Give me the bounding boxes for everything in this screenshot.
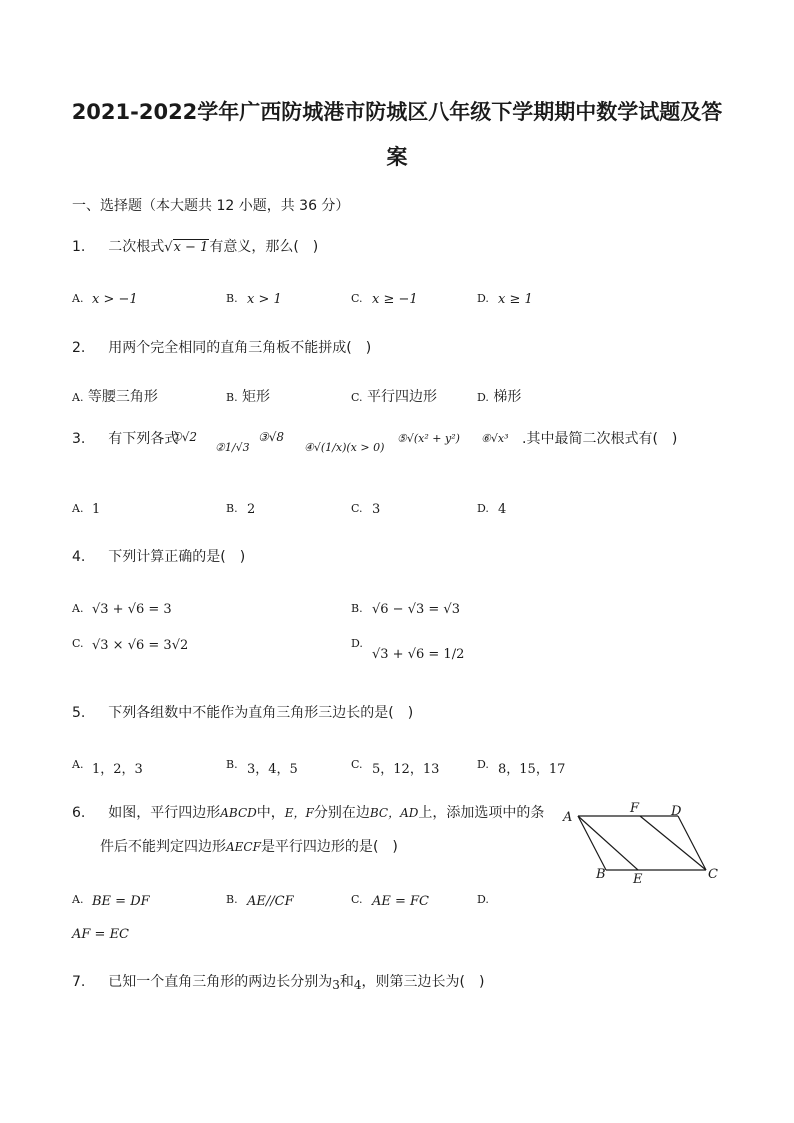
question-6-line-1: 6. 如图，平行四边形ABCD中，E，F分别在边BC，AD上，添加选项中的条: [72, 805, 545, 821]
expr-3: ③√8: [258, 430, 285, 444]
answer-paren: ( ): [388, 705, 414, 721]
answer-paren: ( ): [459, 974, 485, 990]
question-text: 二次根式: [108, 239, 165, 255]
option-b-value: 3，4，5: [247, 762, 298, 777]
label-e: E: [633, 872, 643, 887]
question-number: 6.: [72, 805, 86, 821]
option-d[interactable]: D.: [477, 292, 489, 305]
option-a[interactable]: A.: [72, 758, 84, 771]
label-f: F: [630, 801, 640, 816]
option-d-value: 4: [498, 502, 507, 517]
option-b-value: x > 1: [247, 292, 282, 307]
question-text: 下列计算正确的是: [108, 549, 221, 565]
option-b[interactable]: B.: [226, 292, 238, 305]
expr-4: ④√(1/x)(x > 0): [304, 441, 385, 454]
answer-paren: ( ): [652, 431, 678, 447]
question-text: 有下列各式: [108, 431, 179, 447]
page-title-cont: 案: [386, 145, 408, 169]
option-c[interactable]: C. 平行四边形: [351, 389, 437, 405]
option-c-value: x ≥ −1: [372, 292, 418, 307]
radicand: x − 1: [173, 240, 209, 255]
expr-5: ⑤√(x² + y²): [397, 432, 460, 445]
label-d: D: [671, 804, 682, 819]
option-d-value: √3 + √6 = 1/2: [372, 647, 465, 662]
option-b[interactable]: B.: [226, 893, 238, 906]
question-text: .其中最简二次根式有( ): [522, 431, 678, 447]
segment-fc: [640, 816, 706, 870]
page-title: 2021-2022学年广西防城港市防城区八年级下学期期中数学试题及答: [71, 100, 723, 124]
expr-2: ②1/√3: [215, 441, 250, 454]
option-a[interactable]: A. 等腰三角形: [72, 389, 158, 405]
option-b-value: √6 − √3 = √3: [372, 602, 460, 617]
label-b: B: [596, 867, 606, 882]
question-number: 5.: [72, 705, 86, 721]
option-a[interactable]: A.: [72, 893, 84, 906]
option-c-value: 5，12，13: [372, 762, 440, 777]
option-c-value: √3 × √6 = 3√2: [92, 638, 189, 653]
option-d-value: x ≥ 1: [498, 292, 533, 307]
question-text: 有意义，那么: [209, 239, 294, 255]
question-number: 4.: [72, 549, 86, 565]
parallelogram-figure: [556, 798, 726, 888]
question-5: [72, 702, 413, 722]
segment-ae: [578, 816, 638, 870]
option-a-value: x > −1: [92, 292, 138, 307]
option-b[interactable]: B.: [226, 502, 238, 515]
question-6-line-2: 件后不能判定四边形AECF是平行四边形的是( ): [100, 839, 398, 855]
option-b[interactable]: B.: [351, 602, 363, 615]
question-4: [72, 546, 245, 566]
option-c-value: AE = FC: [372, 894, 430, 909]
expr-6: ⑥√x³: [481, 432, 509, 445]
option-b-value: 2: [247, 502, 256, 517]
option-d[interactable]: D.: [477, 502, 489, 515]
option-c[interactable]: C.: [351, 893, 363, 906]
option-c[interactable]: C.: [351, 292, 363, 305]
question-3: [72, 428, 178, 448]
question-text: 用两个完全相同的直角三角板不能拼成: [108, 340, 347, 356]
option-b-value: AE//CF: [247, 894, 294, 909]
option-c[interactable]: C.: [351, 758, 363, 771]
option-a[interactable]: A.: [72, 292, 84, 305]
option-a-value: 1，2，3: [92, 762, 143, 777]
answer-paren: ( ): [220, 549, 246, 565]
option-b[interactable]: B.: [226, 758, 238, 771]
section-header: 一、选择题（本大题共 12 小题，共 36 分）: [72, 198, 350, 214]
question-number: 2.: [72, 340, 86, 356]
option-a[interactable]: A.: [72, 602, 84, 615]
option-d-value: 8，15，17: [498, 762, 566, 777]
edge-dc: [678, 816, 706, 870]
label-a: A: [563, 810, 573, 825]
answer-paren: ( ): [346, 340, 372, 356]
label-c: C: [708, 867, 718, 882]
option-d[interactable]: D.: [477, 893, 489, 906]
question-number: 1.: [72, 239, 86, 255]
option-d[interactable]: D. 梯形: [477, 389, 522, 405]
question-2: [72, 337, 371, 357]
question-number: 3.: [72, 431, 86, 447]
question-7: 7. 已知一个直角三角形的两边长分别为3和4，则第三边长为( ): [72, 974, 485, 992]
option-b[interactable]: B. 矩形: [226, 389, 271, 405]
question-text: 下列各组数中不能作为直角三角形三边长的是: [108, 705, 389, 721]
option-c[interactable]: C.: [351, 502, 363, 515]
answer-paren: ( ): [372, 839, 398, 855]
expr-1: ①√2: [171, 430, 198, 444]
question-1: 1. 二次根式√x − 1有意义，那么( ): [72, 239, 319, 255]
option-a-value: √3 + √6 = 3: [92, 602, 172, 617]
question-number: 7.: [72, 974, 86, 990]
option-a-value: 1: [92, 502, 101, 517]
option-d[interactable]: D.: [351, 637, 363, 650]
option-c[interactable]: C.: [72, 637, 84, 650]
option-a[interactable]: A.: [72, 502, 84, 515]
option-d[interactable]: D.: [477, 758, 489, 771]
edge-ba: [578, 816, 606, 870]
answer-paren: ( ): [293, 239, 319, 255]
option-d-value: AF = EC: [72, 927, 130, 942]
option-c-value: 3: [372, 502, 381, 517]
option-a-value: BE = DF: [92, 894, 150, 909]
